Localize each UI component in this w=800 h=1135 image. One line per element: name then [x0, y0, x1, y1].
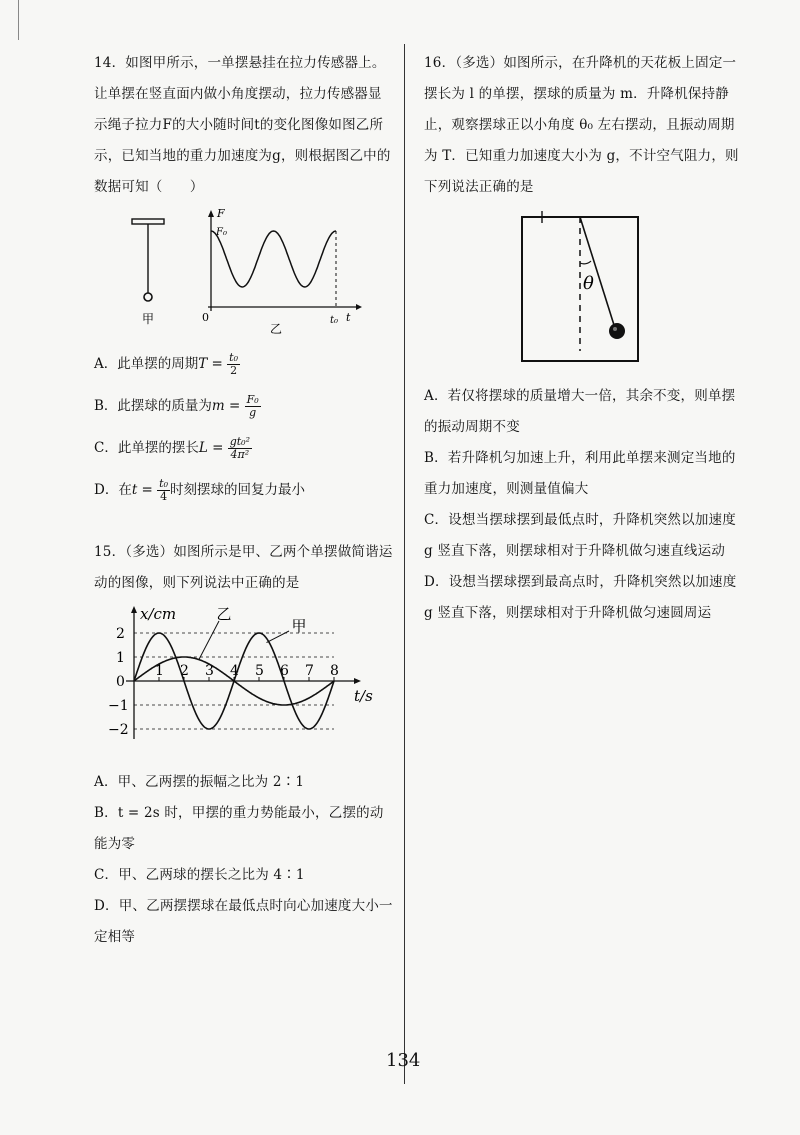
q14-a-var: T =	[198, 356, 223, 372]
q16-option-b: B．若升降机匀加速上升，利用此单摆来测定当地的重力加速度，则测量值偏大	[424, 450, 736, 497]
xt-ytick-label: −1	[108, 698, 129, 714]
theta-label: θ	[583, 273, 594, 294]
ft-y-arrow	[208, 210, 214, 217]
q14-d-fraction	[157, 478, 170, 503]
sensor-bar	[132, 219, 164, 224]
q14-d-var: t =	[131, 482, 153, 498]
q14-d-den: 4	[160, 490, 168, 503]
bob-highlight	[613, 327, 617, 331]
xt-ytick-label: −2	[108, 722, 129, 738]
q14-c-var: L =	[198, 440, 224, 456]
ft-axis-t0: t₀	[330, 315, 339, 326]
xt-xtick-label: 1	[155, 663, 164, 679]
xt-series-label-jia: 甲	[291, 617, 307, 635]
q14-c-num: gt₀²	[229, 435, 250, 448]
ft-axis-f0: F₀	[216, 227, 227, 238]
q14-b-pre: B．此摆球的质量为	[94, 398, 212, 414]
xt-ticks	[108, 626, 339, 738]
xt-ytick-label: 2	[116, 626, 125, 642]
q14-a-num: t₀	[229, 351, 238, 364]
xt-ylabel: x/cm	[140, 605, 177, 623]
q14-b-fraction	[245, 394, 261, 419]
xt-leader-jia	[267, 631, 290, 643]
q14-d-pre: D．在	[94, 482, 132, 498]
ft-x-arrow	[356, 304, 362, 310]
q14-b-var: m =	[211, 398, 241, 414]
ft-axis-f: F	[217, 207, 225, 220]
fig-label-yi: 乙	[270, 322, 283, 336]
q15-option-d: D．甲、乙两摆摆球在最低点时向心加速度大小一定相等	[94, 898, 393, 945]
q16-figure	[424, 211, 744, 371]
xt-y-arrow	[131, 606, 137, 613]
ft-axis-t: t	[346, 311, 351, 324]
xt-leader-yi	[199, 621, 219, 659]
xt-xtick-label: 5	[255, 663, 264, 679]
q15-option-c: C．甲、乙两球的摆长之比为 4∶1	[94, 867, 305, 883]
q14-option-c	[94, 427, 394, 469]
theta-arc	[580, 261, 591, 264]
q16-option-a: A．若仅将摆球的质量增大一倍，其余不变，则单摆的振动周期不变	[424, 388, 736, 435]
ft-curve	[211, 231, 336, 287]
left-column	[94, 48, 394, 953]
xt-xtick-label: 7	[305, 663, 314, 679]
xt-ytick-label: 0	[116, 674, 125, 690]
q14-b-num: F₀	[246, 393, 259, 406]
xt-xtick-label: 8	[330, 663, 339, 679]
q14-a-fraction	[227, 352, 240, 377]
q14-c-pre: C．此单摆的摆长	[94, 440, 199, 456]
q14-c-den: 4π²	[230, 448, 250, 461]
q14-d-num: t₀	[159, 477, 168, 490]
xt-ytick-label: 1	[116, 650, 125, 666]
pendulum-string-16	[580, 217, 614, 325]
xt-xtick-label: 3	[205, 663, 214, 679]
q14-option-b	[94, 385, 394, 427]
xt-xtick-label: 6	[280, 663, 289, 679]
q14-b-den: g	[249, 406, 257, 419]
q15-option-a: A．甲、乙两摆的振幅之比为 2∶1	[94, 774, 305, 790]
q14-d-post: 时刻摆球的回复力最小	[170, 482, 305, 498]
q14-figure	[94, 207, 394, 339]
page-number: 134	[386, 1050, 421, 1071]
pendulum-bob-16	[609, 323, 625, 339]
q15-stem: 15．（多选）如图所示是甲、乙两个单摆做简谐运动的图像，则下列说法中正确的是	[94, 544, 393, 591]
pendulum-bob	[144, 293, 152, 301]
q16-stem: 16．（多选）如图所示，在升降机的天花板上固定一摆长为 l 的单摆，摆球的质量为 m．升降机保持静止，观察摆球正以小角度 θ₀ 左右摆动，且振动周期为 T．已知重力加速度大小为 g，不计空气阻力，则下列说法正确的是	[424, 55, 739, 195]
xt-xtick-label: 4	[230, 663, 239, 679]
ft-origin: 0	[202, 311, 209, 324]
q14-a-den: 2	[230, 364, 238, 377]
xt-xlabel: t/s	[354, 687, 373, 705]
q14-c-fraction	[228, 436, 252, 461]
fig-label-jia: 甲	[142, 312, 155, 326]
column-divider	[404, 44, 405, 1084]
xt-xtick-label: 2	[180, 663, 189, 679]
q14-a-pre: A．此单摆的周期	[94, 356, 199, 372]
q16-option-c: C．设想当摆球摆到最低点时，升降机突然以加速度 g 竖直下落，则摆球相对于升降机做匀速直线运动	[424, 512, 736, 559]
q14-stem: 14．如图甲所示，一单摆悬挂在拉力传感器上。让单摆在竖直面内做小角度摆动，拉力传感器显示绳子拉力F的大小随时间t的变化图像如图乙所示，已知当地的重力加速度为g，则根据图乙中的数据可知（ ）	[94, 55, 391, 195]
xt-x-arrow	[354, 678, 361, 684]
q14-option-a	[94, 343, 394, 385]
q15-option-b: B．t = 2s 时，甲摆的重力势能最小，乙摆的动能为零	[94, 805, 384, 852]
q16-option-d: D．设想当摆球摆到最高点时，升降机突然以加速度 g 竖直下落，则摆球相对于升降机做匀速圆周运	[424, 574, 737, 621]
right-column	[424, 48, 744, 629]
page-edge-mark	[18, 0, 19, 40]
xt-series-label-yi: 乙	[216, 605, 232, 623]
q14-option-d	[94, 469, 394, 511]
q15-xt-chart	[94, 603, 394, 763]
